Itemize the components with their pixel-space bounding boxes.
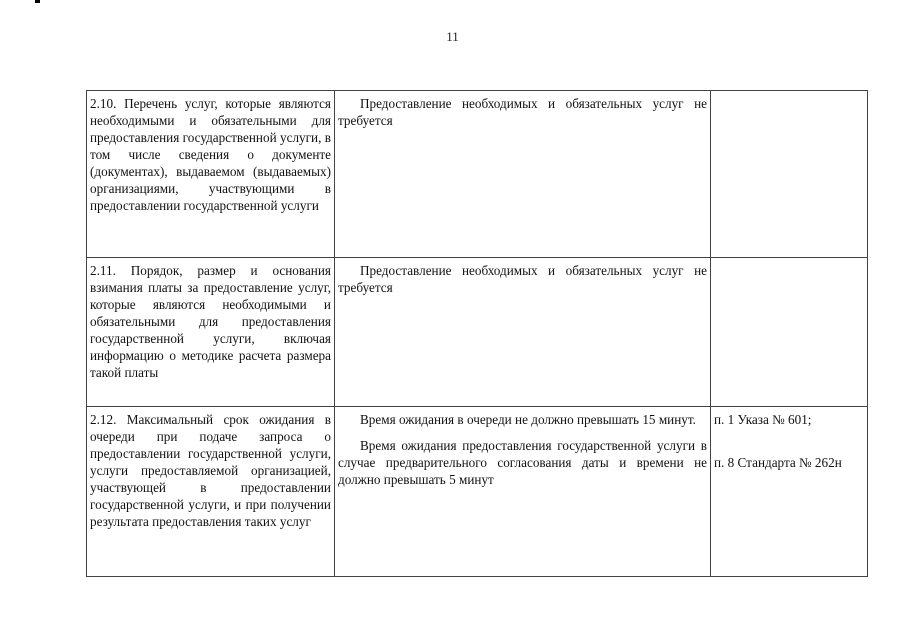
scan-corner-mark	[35, 0, 40, 3]
content-cell	[335, 407, 711, 577]
content-paragraph: Время ожидания предоставления государственной услуги в случае предварительного согласования даты и времени не должно превышать 5 минут	[338, 438, 707, 487]
item-cell: 2.12. Максимальный срок ожидания в очереди при подаче запроса о предоставлении государственной услуги, услуги предоставляемой организацией, участвующей в предоставлении государственной услуги, и при получении результата предоставления таких услуг	[87, 407, 335, 577]
content-paragraph: Предоставление необходимых и обязательных услуг не требуется	[338, 263, 707, 295]
table-row	[87, 258, 868, 407]
content-paragraph: Предоставление необходимых и обязательных услуг не требуется	[338, 96, 707, 128]
page-number: 11	[446, 29, 459, 44]
legal-reference: п. 8 Стандарта № 262н	[714, 455, 842, 470]
table-row	[87, 407, 868, 577]
content-cell	[335, 258, 711, 407]
item-cell: 2.11. Порядок, размер и основания взимания платы за предоставление услуг, которые являются необходимыми и обязательными для предоставления государственной услуги, включая информацию о методике расчета размера такой платы	[87, 258, 335, 407]
content-paragraph: Время ожидания в очереди не должно превышать 15 минут.	[360, 412, 696, 427]
content-cell	[335, 91, 711, 258]
reference-cell	[711, 258, 868, 407]
regulation-table	[86, 90, 868, 577]
reference-cell	[711, 91, 868, 258]
legal-reference: п. 1 Указа № 601;	[714, 412, 812, 427]
item-cell: 2.10. Перечень услуг, которые являются необходимыми и обязательными для предоставления государственной услуги, в том числе сведения о документе (документах), выдаваемом (выдаваемых) организациями, участвующими в предоставлении государственной услуги	[87, 91, 335, 258]
table-row	[87, 91, 868, 258]
reference-cell	[711, 407, 868, 577]
